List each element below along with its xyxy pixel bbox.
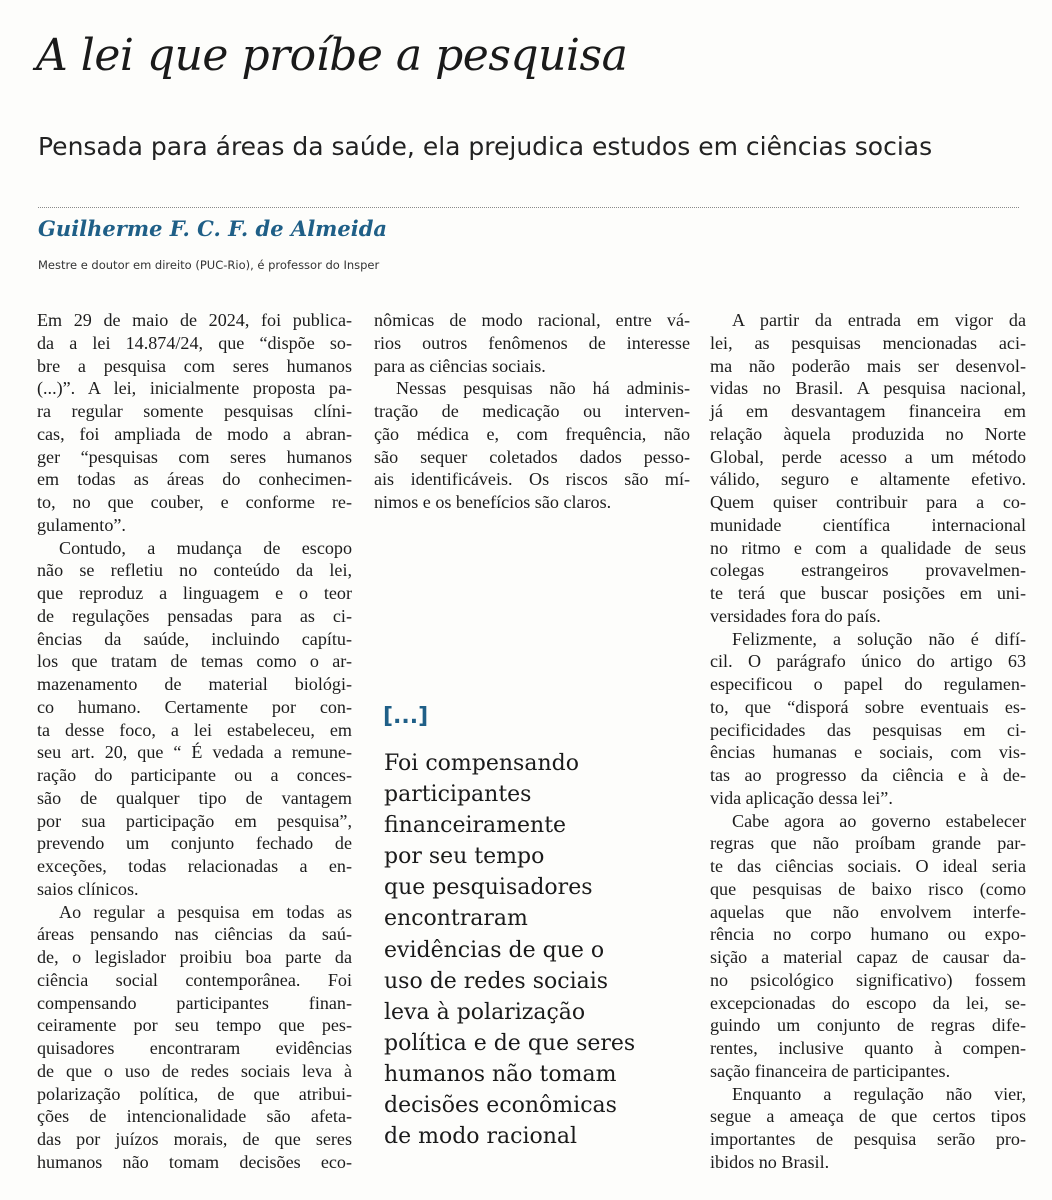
text-line: tração de medicação ou interven- xyxy=(374,401,690,421)
paragraph xyxy=(710,309,1026,628)
headline: A lei que proíbe a pesquisa xyxy=(36,30,628,81)
text-line: especificou o papel do regulamen- xyxy=(710,674,1026,694)
text-line: Felizmente, a solução não é difí- xyxy=(732,628,1026,649)
pullquote-line: de modo racional xyxy=(384,1124,578,1150)
paragraph xyxy=(710,628,1026,810)
text-line: bre a pesquisa com seres humanos xyxy=(37,355,352,376)
text-line: ger “pesquisas com seres humanos xyxy=(37,446,352,467)
subheadline: Pensada para áreas da saúde, ela prejudica estudos em ciências socias xyxy=(38,132,933,161)
text-line: co humano. Certamente por con- xyxy=(37,696,352,717)
article-column-3 xyxy=(710,309,1026,1174)
author-bio: Mestre e doutor em direito (PUC-Rio), é professor do Insper xyxy=(38,258,380,272)
article-column-1 xyxy=(37,309,352,1174)
text-line: sição a material capaz de causar da- xyxy=(710,947,1026,967)
text-line: relação àquela produzida no Norte xyxy=(710,423,1026,444)
text-line: rios outros fenômenos de interesse xyxy=(374,332,690,353)
text-line: pecificidades das pesquisas em ci- xyxy=(710,719,1026,740)
text-line: no psicológico significativo) fossem xyxy=(710,969,1026,990)
text-line: Global, perde acesso a um método xyxy=(710,446,1026,467)
pullquote-line: decisões econômicas xyxy=(384,1093,617,1119)
text-line: nômicas de modo racional, entre vá- xyxy=(374,310,690,330)
paragraph xyxy=(37,901,352,1174)
pullquote-line: encontraram xyxy=(384,906,528,932)
pullquote-line: uso de redes sociais xyxy=(384,968,609,994)
text-line: aquelas que não envolvem interfe- xyxy=(710,901,1026,922)
divider xyxy=(38,207,1019,208)
text-line: tas ao progresso da ciência e à de- xyxy=(710,765,1026,785)
text-line: ção médica e, com frequência, não xyxy=(374,423,690,444)
text-line: regras que não proíbam grande par- xyxy=(710,833,1026,854)
text-line: nimos e os benefícios são claros. xyxy=(374,492,612,512)
text-line: to, no que couber, e conforme re- xyxy=(37,492,352,512)
text-line: rentes, inclusive quanto à compen- xyxy=(710,1038,1026,1058)
text-line: segue a ameaça de que certos tipos xyxy=(710,1106,1026,1127)
text-line: ra regular somente pesquisas clíni- xyxy=(37,401,352,421)
text-line: ais identificáveis. Os riscos são mí- xyxy=(374,469,690,490)
text-line: por sua participação em pesquisa”, xyxy=(37,810,352,831)
text-line: exceções, todas relacionadas a en- xyxy=(37,856,352,876)
text-line: ma não poderão mais ser desenvol- xyxy=(710,355,1026,376)
text-line: colegas estrangeiros provavelmen- xyxy=(710,560,1026,581)
text-line: (...)”. A lei, inicialmente proposta pa- xyxy=(37,378,352,399)
text-line: ta desse foco, a lei estabeleceu, em xyxy=(37,719,352,740)
text-line: seu art. 20, que “ É vedada a remune- xyxy=(37,742,352,763)
text-line: A partir da entrada em vigor da xyxy=(732,310,1026,330)
text-line: de, o legislador proibiu boa parte da xyxy=(37,947,352,967)
text-line: guindo um conjunto de regras dife- xyxy=(710,1015,1026,1036)
paragraph xyxy=(374,309,690,377)
text-line: te das ciências sociais. O ideal seria xyxy=(710,856,1026,876)
text-line: importantes de pesquisa serão pro- xyxy=(710,1129,1026,1149)
text-line: Cabe agora ao governo estabelecer xyxy=(732,810,1026,831)
text-line: são sequer coletados dados pesso- xyxy=(374,446,690,467)
text-line: ências humanas e sociais, com vis- xyxy=(710,742,1026,763)
pullquote-line: Foi compensando xyxy=(384,751,579,776)
text-line: não se refletiu no conteúdo da lei, xyxy=(37,560,352,581)
paragraph xyxy=(710,810,1026,1083)
pullquote-line: financeiramente xyxy=(384,813,567,839)
text-line: em todas as áreas do conhecimen- xyxy=(37,469,352,490)
text-line: prevendo um conjunto fechado de xyxy=(37,833,352,854)
text-line: humanos não tomam decisões eco- xyxy=(37,1151,352,1172)
text-line: rência no corpo humano ou expo- xyxy=(710,924,1026,945)
text-line: saios clínicos. xyxy=(37,878,139,899)
text-line: to, que “disporá sobre eventuais es- xyxy=(710,696,1026,717)
text-line: vidas no Brasil. A pesquisa nacional, xyxy=(710,378,1026,399)
text-line: excepcionadas do escopo da lei, se- xyxy=(710,992,1026,1013)
text-line: que reproduz a linguagem e o teor xyxy=(37,583,352,603)
text-line: válido, seguro e altamente efetivo. xyxy=(710,469,1026,490)
text-line: ibidos no Brasil. xyxy=(710,1151,830,1172)
text-line: áreas pensando nas ciências da saú- xyxy=(37,924,352,945)
pullquote xyxy=(384,748,704,1152)
text-line: munidade científica internacional xyxy=(710,514,1026,535)
text-line: lei, as pesquisas mencionadas aci- xyxy=(710,332,1026,353)
text-line: Ao regular a pesquisa em todas as xyxy=(59,901,352,922)
pullquote-line: por seu tempo xyxy=(384,844,545,870)
pullquote-line: participantes xyxy=(384,782,532,808)
author-name: Guilherme F. C. F. de Almeida xyxy=(38,216,388,241)
text-line: mazenamento de material biológi- xyxy=(37,674,352,694)
pullquote-mark: [...] xyxy=(383,704,429,729)
article-column-2 xyxy=(374,309,690,514)
text-line: cil. O parágrafo único do artigo 63 xyxy=(710,651,1026,672)
text-line: que pesquisas de baixo risco (como xyxy=(710,878,1026,899)
text-line: ceiramente por seu tempo que pes- xyxy=(37,1015,352,1036)
text-line: Enquanto a regulação não vier, xyxy=(732,1083,1026,1104)
text-line: polarização política, de que atribui- xyxy=(37,1083,352,1104)
text-line: das por juízos morais, de que seres xyxy=(37,1129,352,1149)
text-line: los que tratam de temas como o ar- xyxy=(37,651,352,672)
text-line: ções de intencionalidade são afeta- xyxy=(37,1106,352,1127)
text-line: te terá que buscar posições em uni- xyxy=(710,583,1026,603)
pullquote-line: leva à polarização xyxy=(384,999,586,1025)
text-line: Em 29 de maio de 2024, foi publica- xyxy=(37,310,352,330)
pullquote-line: evidências de que o xyxy=(384,937,605,963)
text-line: de que o uso de redes sociais leva à xyxy=(37,1060,352,1081)
paragraph xyxy=(374,377,690,514)
text-line: Contudo, a mudança de escopo xyxy=(59,537,352,558)
text-line: da a lei 14.874/24, que “dispõe so- xyxy=(37,332,352,353)
text-line: gulamento”. xyxy=(37,514,126,535)
text-line: para as ciências sociais. xyxy=(374,355,546,376)
text-line: compensando participantes finan- xyxy=(37,992,352,1013)
text-line: Quem quiser contribuir para a co- xyxy=(710,492,1026,512)
text-line: sação financeira de participantes. xyxy=(710,1060,951,1081)
text-line: de regulações pensadas para as ci- xyxy=(37,605,352,626)
paragraph xyxy=(710,1083,1026,1174)
text-line: são de qualquer tipo de vantagem xyxy=(37,787,352,808)
text-line: ências da saúde, incluindo capítu- xyxy=(37,628,352,649)
pullquote-line: que pesquisadores xyxy=(384,875,593,901)
text-line: quisadores encontraram evidências xyxy=(37,1038,352,1058)
paragraph xyxy=(37,537,352,901)
paragraph xyxy=(37,309,352,537)
text-line: já em desvantagem financeira em xyxy=(710,401,1026,421)
text-line: no ritmo e com a qualidade de seus xyxy=(710,537,1026,558)
text-line: cas, foi ampliada de modo a abran- xyxy=(37,423,352,444)
text-line: Nessas pesquisas não há adminis- xyxy=(396,378,690,399)
text-line: vida aplicação dessa lei”. xyxy=(710,787,893,808)
text-line: ração do participante ou a conces- xyxy=(37,765,352,785)
pullquote-line: política e de que seres xyxy=(384,1030,636,1056)
text-line: ciência social contemporânea. Foi xyxy=(37,969,352,990)
pullquote-line: humanos não tomam xyxy=(384,1061,617,1087)
text-line: versidades fora do país. xyxy=(710,605,881,626)
